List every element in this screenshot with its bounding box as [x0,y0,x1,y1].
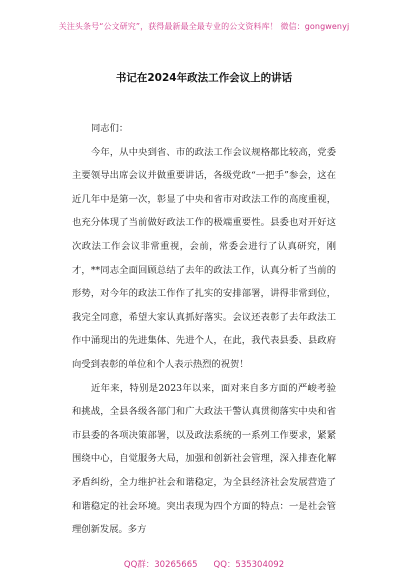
footer-contact [0,558,408,570]
paragraph: 今年，从中央到省、市的政法工作会议规格都比较高，党委主要领导出席会议并做重要讲话，各级党政“一把手”参会，这在近几年中是第一次，彰显了中央和省市对政法工作的高度重视，也充分体现了当前做好政法工作的极端重要性。县委也对开好这次政法工作会议非常重视，会前，常委会进行了认真研究，刚才，**同志全面回顾总结了去年的政法工作，认真分析了当前的形势，对今年的政法工作作了扎实的安排部署，讲得非常到位，我完全同意，希望大家认真抓好落实。会议还表彰了去年政法工作中涌现出的先进集体、先进个人，在此，我代表县委、县政府向受到表彰的单位和个人表示热烈的祝贺！ [72,146,336,370]
salutation: 同志们： [91,123,129,134]
qq-group-number: QQ群：30265665 [123,560,198,570]
paragraph: 近年来，特别是2023年以来，面对来自多方面的严峻考验和挑战，全县各级各部门和广大政法干警认真贯彻落实中央和省市县委的各项决策部署，以及政法系统的一系列工作要求，紧紧围绕中心，自觉服务大局，加强和创新社会管理，深入排查化解矛盾纠纷，全力维护社会和谐稳定，为全县经济社会发展营造了和谐稳定的社会环境。突出表现为四个方面的特点：一是社会管理创新发展。多方 [72,382,336,536]
header-banner: 关注头条号“公文研究”，获得最新最全最专业的公文资料库！ 微信：gongwenyj [58,22,350,31]
qq-number: QQ：535304092 [213,560,285,570]
document-title: 书记在2024年政法工作会议上的讲话 [115,72,293,84]
document-body [72,117,336,542]
